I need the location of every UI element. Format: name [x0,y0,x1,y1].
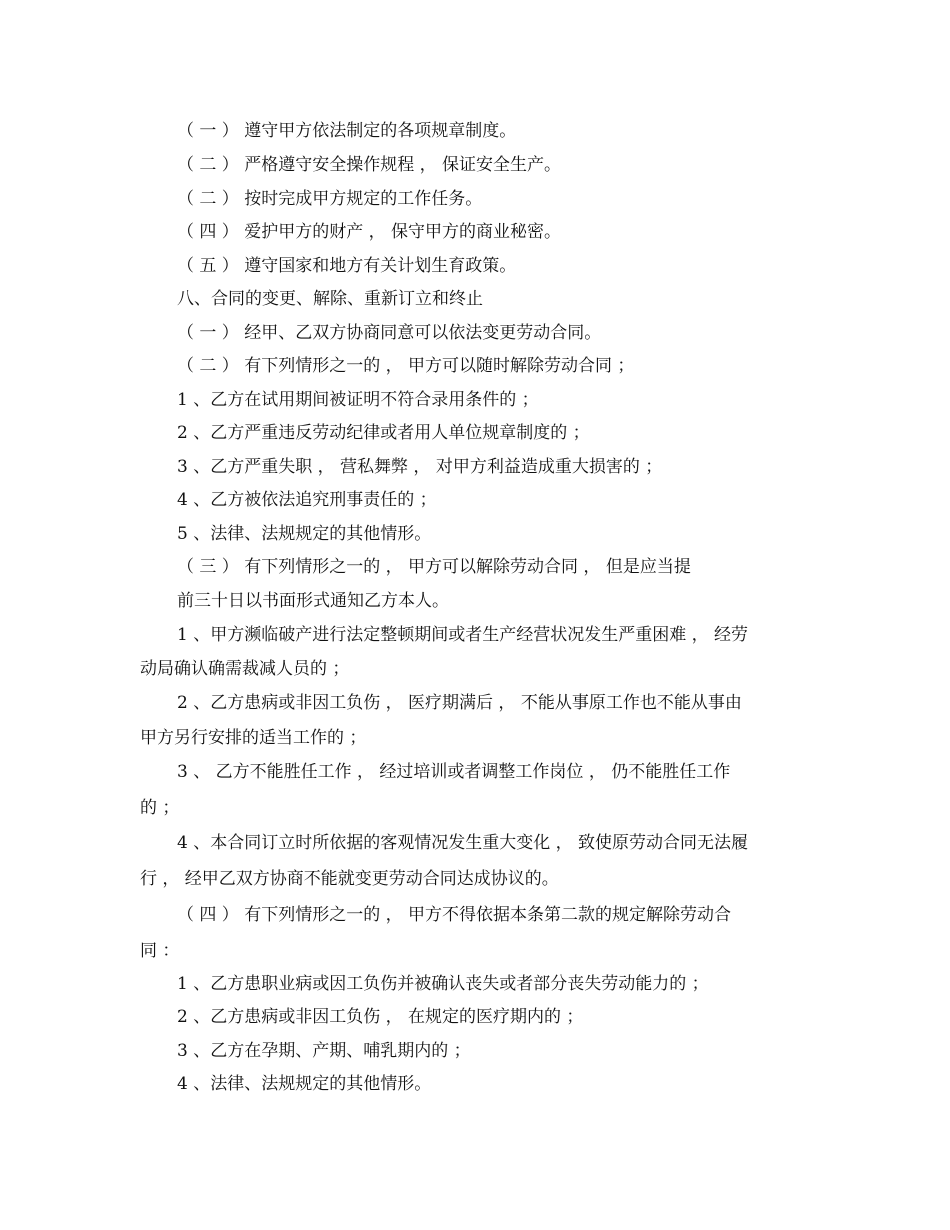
text-line: 甲方另行安排的适当工作的 ； [140,728,367,748]
text-line: （ 二 ） 按时完成甲方规定的工作任务。 [177,189,483,209]
text-line: 动局确认确需裁减人员的 ； [140,659,350,679]
text-line: 1 、甲方濒临破产进行法定整顿期间或者生产经营状况发生严重困难 ， 经劳 [177,625,749,645]
text-line: （ 一 ） 经甲、乙双方协商同意可以依法变更劳动合同。 [177,323,602,343]
text-line: 1 、乙方患职业病或因工负伤并被确认丧失或者部分丧失劳动能力的 ； [177,974,709,994]
section-heading: 八、合同的变更、解除、重新订立和终止 [177,289,483,309]
text-line: （ 二 ） 严格遵守安全操作规程 ， 保证安全生产。 [177,155,562,175]
text-line: 的 ； [140,798,180,818]
text-line: 4 、乙方被依法追究刑事责任的 ； [177,490,437,510]
text-line: 同 ： [140,941,180,961]
text-line: 前三十日以书面形式通知乙方本人。 [177,591,449,611]
text-line: （ 四 ） 有下列情形之一的 ， 甲方不得依据本条第二款的规定解除劳动合 [177,905,732,925]
text-line: （ 一 ） 遵守甲方依法制定的各项规章制度。 [177,121,517,141]
text-line: 行 ， 经甲乙双方协商不能就变更劳动合同达成协议的。 [140,869,559,889]
text-line: 5 、法律、法规规定的其他情形。 [177,524,432,544]
text-line: 3 、乙方严重失职 ， 营私舞弊 ， 对甲方利益造成重大损害的 ； [177,457,663,477]
text-line: 1 、乙方在试用期间被证明不符合录用条件的 ； [177,390,539,410]
text-line: 2 、乙方患病或非因工负伤 ， 在规定的医疗期内的 ； [177,1007,584,1027]
text-line: 3 、 乙方不能胜任工作 ， 经过培训或者调整工作岗位 ， 仍不能胜任工作 [177,762,731,782]
text-line: 4 、本合同订立时所依据的客观情况发生重大变化 ， 致使原劳动合同无法履 [177,833,749,853]
text-line: （ 五 ） 遵守国家和地方有关计划生育政策。 [177,256,517,276]
text-line: 2 、乙方患病或非因工负伤 ， 医疗期满后 ， 不能从事原工作也不能从事由 [177,693,742,713]
text-line: 2 、乙方严重违反劳动纪律或者用人单位规章制度的 ； [177,423,590,443]
text-line: 4 、法律、法规规定的其他情形。 [177,1074,432,1094]
text-line: （ 三 ） 有下列情形之一的 ， 甲方可以解除劳动合同 ， 但是应当提 [177,557,691,577]
text-line: （ 四 ） 爱护甲方的财产 ， 保守甲方的商业秘密。 [177,222,562,242]
text-line: （ 二 ） 有下列情形之一的 ， 甲方可以随时解除劳动合同 ； [177,356,635,376]
text-line: 3 、乙方在孕期、产期、哺乳期内的 ； [177,1041,471,1061]
